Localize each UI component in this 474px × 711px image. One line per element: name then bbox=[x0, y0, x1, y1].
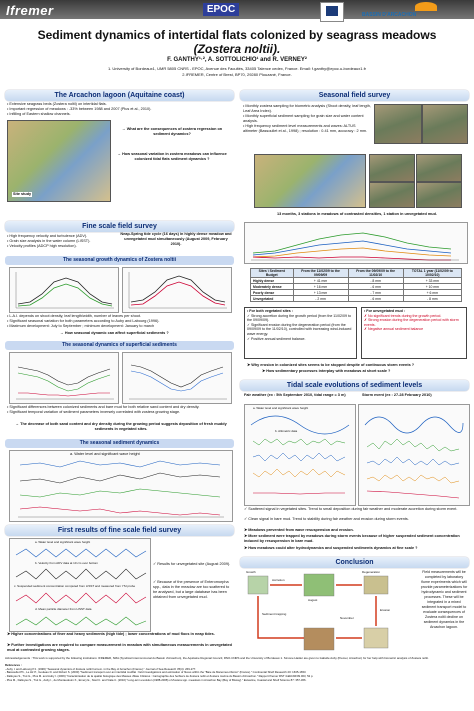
lagoon-bullet: • Important regression of meadows : -33% between 1988 and 2007 (Plus et al., 2010). bbox=[7, 107, 152, 111]
table-header: TOTAL 1 year (11/02/09 to 10/02/10) bbox=[403, 269, 461, 278]
section-growth-dynamics: The seasonal growth dynamics of Zostera noltii bbox=[5, 256, 234, 265]
tidal-result-3: ➤ How meadows could alter hydrodynamics and suspended sediments dynamics at fine scale ? bbox=[244, 546, 418, 550]
section-arcachon-lagoon: The Arcachon lagoon (Aquitaine coast) bbox=[5, 90, 234, 101]
table-cell: + 6 mm bbox=[403, 290, 461, 296]
lagoon-question-2: → How seasonal variation in zostera meadows can influence colonized tidal flats sediment dynamics ? bbox=[117, 152, 227, 161]
growth-chart-right-svg bbox=[123, 268, 231, 312]
growth-bullet: • L.A.I. depends on shoot density, leaf length/width, number of leaves per shoot. bbox=[7, 314, 142, 318]
tidal-result-1: ➤ Meadows prevented from wave resuspension and erosion. bbox=[244, 528, 354, 532]
tidal-bullet-2: ✓ Clean signal in bare mud. Trend to stability during fair weather and erosion during storm events. bbox=[244, 517, 409, 521]
table-cell: - 6 mm bbox=[348, 284, 403, 290]
site-study-label: Site study bbox=[13, 192, 32, 196]
reference-item: - Dalloyau S., Trut G., Plus M. and Auby I. (2009) "Caractérisation de la qualité biologique des Masses d'Eau Côtières : Cartographie des herbiers de Zostera noltii et Zostera marina du Bassin d'Arcachon." Rapport Ifremer RST /LER/AR/09.003, 52 p. bbox=[5, 674, 314, 679]
first-right-1: ✓ Results for unvegetated site (August 2009). bbox=[153, 562, 231, 566]
cycle-erosion: Erosion bbox=[380, 608, 391, 612]
poster-title bbox=[20, 28, 454, 56]
growth-bullet: • Maximum development: July to September ; minimum development: January to march bbox=[7, 324, 155, 328]
reference-item: - Plus M., Dalloyau S., Trut G., Auby I., de Montaudouin X., Emery E., Noël C. and Viala C. (2010) "Long-term evolution (1988-2008) of Zostera spp. meadows in Arcachon Bay (Bay of Biscay)." Estuarine, Coastal and Shelf Science 87: 357-366. bbox=[5, 677, 307, 682]
storm-event-title: Storm event (ex : 27-28 February 2010) bbox=[362, 393, 432, 397]
stations-map bbox=[254, 154, 366, 208]
title-line2: (Zostera noltii). bbox=[193, 42, 281, 56]
unvegetated-item: ✗ Strong erosion during the degeneration period with storm events. bbox=[364, 318, 459, 327]
lagoon-bullet: • Extensive seagrass beds (Zostera noltii) on intertidal flats. bbox=[7, 102, 107, 106]
conclusion-cycle-diagram bbox=[244, 570, 420, 656]
storm-event-svg bbox=[359, 405, 469, 505]
cycle-sediment-trapping: Sediment trapping bbox=[262, 612, 287, 616]
table-cell: - 8 mm bbox=[403, 296, 461, 302]
affiliation-2: 2.IFREMER, Centre of Brest, BP70, 29280 Plouzané, France. bbox=[182, 72, 292, 77]
references-title: References : bbox=[5, 663, 22, 667]
cycle-november: November bbox=[340, 616, 354, 620]
unvegetated-title: • For unvegetated mud : bbox=[364, 309, 405, 313]
seagrass-photo-top bbox=[374, 104, 422, 144]
sediment-dynamics-figure bbox=[9, 450, 233, 522]
fine-bullet: • High frequency velocity and turbulence (ADV). bbox=[7, 234, 88, 238]
first-right-2: ✓ Because of the presence of Enteromorpha spp., data in the meadow are too scattered to be analysed, but a large database has been obtained from unvegetated mud. bbox=[153, 580, 230, 599]
table-cell: - 7 mm bbox=[348, 290, 403, 296]
superficial-chart-left-svg bbox=[10, 353, 118, 403]
table-header: From the 09/09/09 to the 11/02/10 bbox=[348, 269, 403, 278]
table-header: From the 11/02/09 to the 09/09/09 bbox=[293, 269, 348, 278]
cycle-accretion: Accretion bbox=[272, 578, 285, 582]
seasonal-bullet: • Monthly zostera sampling for biometric analysis (Shoot density, leaf length, Leaf Area Index). bbox=[243, 104, 371, 113]
bassin-arcachon-logo-icon bbox=[415, 2, 437, 11]
superficial-chart-right bbox=[122, 352, 232, 404]
acknowledgements: Acknowledgements : This work is supported by the following institutions: IFREMER, SMA (Syndicat Intercommunal du Bassin d'Arcachon), the Aquitaine Regional Council, RNO-CNRS and the University of Bordeaux 1. Simone Haider are given to Isabelle Auby (Ifremer, Arcachon) for her help with biometric analysis of Zostera noltii. bbox=[5, 656, 429, 660]
sediment-budget-table bbox=[250, 268, 462, 302]
table-cell: - 2 mm bbox=[293, 296, 348, 302]
title-line1: Sediment dynamics of intertidal flats colonized by seagrass meadows bbox=[37, 28, 437, 42]
vegetated-sites-box bbox=[244, 307, 357, 359]
bassin-arcachon-logo: BASSIN D'ARCACHON bbox=[362, 12, 417, 18]
vegetated-item: ✓ Strong accretion during the growth period (from the 11/02/09 to the 09/09/09). bbox=[247, 313, 352, 323]
superficial-bullets bbox=[7, 405, 233, 415]
sediment-dynamics-svg bbox=[10, 451, 232, 521]
tidal-result-2: ➤ More sediment were trapped by meadows during storm events because of higher suspended sediment concentration induced by resuspension in bare mud. bbox=[244, 534, 460, 543]
table-cell: + 33 mm bbox=[403, 278, 461, 284]
table-row bbox=[251, 296, 462, 302]
section-tidal-scale: Tidal scale evolutions of sediment levels bbox=[240, 380, 469, 391]
station-photo-2 bbox=[416, 154, 462, 182]
section-seasonal-survey: Seasonal field survey bbox=[240, 90, 469, 101]
unvegetated-box bbox=[361, 307, 467, 359]
unvegetated-item: ✗ No significant trends during the growth period. bbox=[364, 313, 442, 318]
cycle-growth: Growth bbox=[246, 570, 256, 574]
arcachon-map bbox=[7, 120, 111, 202]
vegetated-title: • For both vegetated sites : bbox=[247, 309, 293, 313]
table-header: Sites \ Sediment Budget bbox=[251, 269, 294, 278]
seasonal-question-2: ➤ How sedimentary processes interplay with meadows at short scale ? bbox=[262, 369, 391, 373]
reference-item: - Auby I. and Labourg P.J. (1996) "Seasonal dynamics of Zostera noltii hornem. in the Bay of Arcachon (France)." Journal of Sea Research 35(4): 269-277. bbox=[5, 666, 197, 671]
seasonal-bullet: • Monthly superficial sediment sampling for grain size and water content analysis. bbox=[243, 114, 364, 123]
section-first-results: First results of fine scale field survey bbox=[5, 525, 234, 536]
table-cell: - 6 mm bbox=[348, 296, 403, 302]
altimeter-photo bbox=[422, 104, 468, 144]
fair-panel-a: a. Water level and significant wave height bbox=[253, 406, 309, 410]
superficial-chart-left bbox=[9, 352, 119, 404]
station-photo-1 bbox=[369, 154, 415, 182]
affiliation-1: 1. University of Bordeaux1, UMR 5805 CNRS - EPOC, Avenue des Facultés, 33405 Talence cedex, France. Email: f.ganthy@epoc.u-bordeaux1.fr bbox=[107, 66, 367, 71]
first-results-figure bbox=[9, 538, 151, 632]
fair-weather-chart bbox=[244, 404, 356, 506]
storm-event-chart bbox=[358, 404, 470, 506]
growth-chart-right bbox=[122, 267, 232, 313]
affiliations bbox=[20, 66, 454, 78]
section-fine-scale-survey: Fine scale field survey bbox=[5, 221, 234, 232]
section-sediment-dynamics: The seasonal sediment dynamics bbox=[5, 439, 234, 448]
table-header-row bbox=[251, 269, 462, 278]
ifremer-logo: Ifremer bbox=[6, 3, 54, 18]
lagoon-bullets bbox=[7, 102, 233, 117]
table-cell: + 41 mm bbox=[293, 278, 348, 284]
table-cell: + 13 mm bbox=[293, 290, 348, 296]
table-cell: + 16 mm bbox=[293, 284, 348, 290]
growth-question: → How seasonal dynamic can affect superficial sediments ? bbox=[60, 331, 169, 335]
station-photo-4 bbox=[416, 182, 462, 208]
section-conclusion: Conclusion bbox=[240, 557, 469, 568]
conclusion-text: Field measurements will be completed by laboratory flume experiments which will provide parameterizations for hydrodynamic and sediment processes. These will be integrated in a mixed sediment transport model to evaluate consequences of Zostera noltii decline on sediment dynamics in the Arcachon lagoon. bbox=[420, 570, 468, 629]
superficial-question: → The decrease of both sand content and dry density during the growing period suggests deposition of fresh muddy sediments in vegetated sites. bbox=[15, 422, 227, 431]
lagoon-question-1: → What are the consequences of zostera regression on sediment dynamics? bbox=[121, 127, 223, 136]
stations-caption: 13 months, 3 stations in meadows of contrasted densities, 1 station in unvegetated mud. bbox=[277, 212, 437, 216]
tidal-bullet-1: ✓ Scattered signal in vegetated sites. Trend to small deposition during fair weather and moderate accretion during storm event. bbox=[244, 507, 458, 511]
first-bottom-2: ➤ Further investigations are required to compare measurement in meadow with simultaneous measurements in unvegetated mud at contrasted growing stages. bbox=[7, 643, 232, 652]
fine-note: Neap-Spring tide cycle (16 days) in highly dense meadow and unvegetated mud simultaneously (August 2009, February 2010). bbox=[120, 232, 232, 246]
university-bordeaux-logo bbox=[320, 2, 344, 22]
fine-bullet: • Grain size analysis in the water column (LISST). bbox=[7, 239, 91, 243]
seasonal-question-1: ➤ Why erosion in colonized sites seems to be stopped despite of continuous storm events ? bbox=[247, 363, 415, 367]
first-panel-b: b. Velocity from ADV data at 10 cm over bottom bbox=[35, 561, 99, 565]
epoc-logo: EPOC bbox=[203, 3, 239, 16]
cycle-august: August bbox=[308, 598, 318, 602]
sediment-level-svg bbox=[245, 223, 467, 263]
fair-weather-svg bbox=[245, 405, 355, 505]
table-cell: + 10 mm bbox=[403, 284, 461, 290]
unvegetated-item: ✗ Negative annual sediment balance bbox=[364, 327, 424, 332]
vegetated-item: ✓ Significant erosion during the degeneration period (from the 09/09/09 to the 11/02/10), controlled with increasing wind-induced wave energy. bbox=[247, 322, 352, 336]
superficial-bullet: • Significant differences between colonized sediments and bare mud for both relative sand content and dry density. bbox=[7, 405, 200, 409]
table-cell: - 8 mm bbox=[348, 278, 403, 284]
superficial-bullet: • Significant temporal variation of sediment parameters inversely correlated with zostera growing stage. bbox=[7, 410, 181, 414]
first-panel-d: d. Mean particle diameter from LISST data bbox=[35, 607, 92, 611]
table-cell: Poorly dense bbox=[251, 290, 294, 296]
growth-bullet: • Significant seasonal variation for both parameters according to Auby and Labourg (1996). bbox=[7, 319, 160, 323]
fine-bullet: • Velocity profiles (ADCP high resolution). bbox=[7, 244, 77, 248]
sediment-level-chart bbox=[244, 222, 468, 264]
first-panel-a: a. Water level and significant wave height bbox=[35, 540, 91, 544]
seasonal-bullets bbox=[243, 104, 371, 134]
superficial-chart-right-svg bbox=[123, 353, 231, 403]
vegetated-item: ✓ Positive annual sediment balance. bbox=[247, 336, 306, 341]
fair-panel-b: b. Altimetric data bbox=[275, 429, 298, 433]
reference-item: - Bassoullet Ph., Le Hir P., Gouleau D. and Robert S. (2000) "Sediment transport over an intertidal mudflat : field investigations and estimation of fluxes within the "Baie de Marennes-Oléron" (France)." Continental Shelf Research 20: 1635-1653. bbox=[5, 670, 307, 675]
lagoon-bullet: • Infilling of Eastern shallow channels. bbox=[7, 112, 71, 116]
section-superficial-sediments: The seasonal dynamics of superficial sediments bbox=[5, 341, 234, 350]
table-cell: Moderately dense bbox=[251, 284, 294, 290]
cycle-degeneration: Degeneration bbox=[362, 570, 381, 574]
growth-chart-left-svg bbox=[10, 268, 118, 312]
growth-chart-left bbox=[9, 267, 119, 313]
sediment-panel-label: a. Water level and significant wave height bbox=[70, 452, 140, 456]
first-bottom-1: ➤ Higher concentrations of finer and heavy sediments (high tide) ; lower concentrations of mud flocs in neap tides. bbox=[7, 632, 215, 636]
fine-bullets bbox=[7, 234, 119, 249]
table-cell: Unvegetated bbox=[251, 296, 294, 302]
authors: F. GANTHY¹·², A. SOTTOLICHIO¹ and R. VERNEY² bbox=[167, 57, 307, 63]
fair-weather-title: Fair weather (ex : 5th September 2010, tidal range = 3 m) bbox=[244, 393, 346, 397]
first-panel-c: c. Suspended sediment concentration computed from LISST and measured from YSI probe bbox=[14, 584, 136, 588]
growth-bullets bbox=[7, 314, 233, 329]
station-photo-3 bbox=[369, 182, 415, 208]
seasonal-bullet: • High frequency sediment level measurements and waves: ALTUS altimeter (Bassoullet et al., 1998) ; resolution : 0.41 mm, accuracy : 2 mm. bbox=[243, 124, 368, 133]
table-cell: Highly dense bbox=[251, 278, 294, 284]
references bbox=[5, 664, 469, 683]
